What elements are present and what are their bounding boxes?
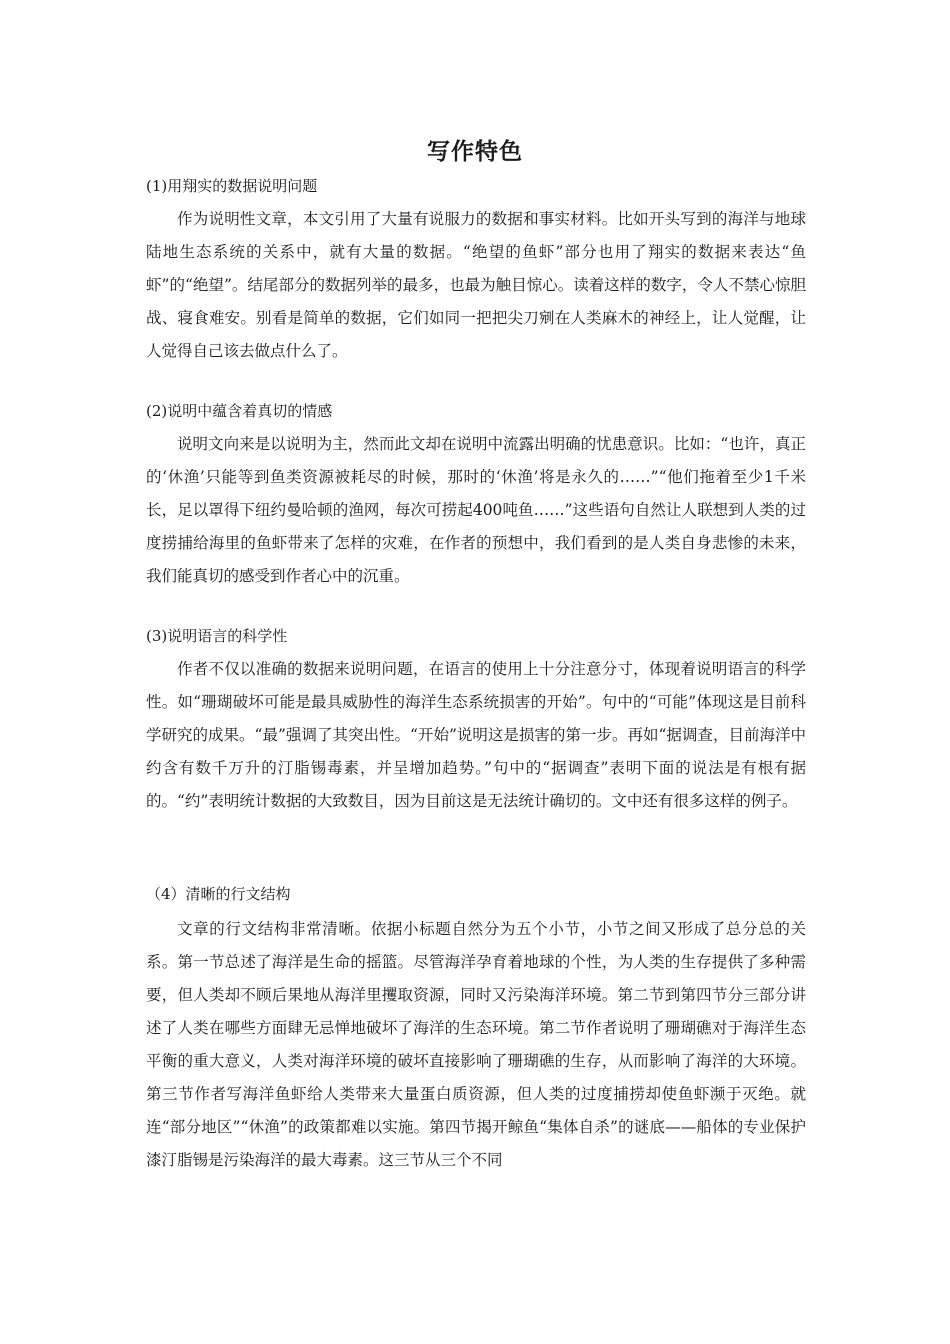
- section-heading-2: (2)说明中蕴含着真切的情感: [146, 402, 333, 420]
- section-paragraph-3: 作者不仅以准确的数据来说明问题，在语言的使用上十分注意分寸，体现着说明语言的科学性。如“珊瑚破坏可能是最具威胁性的海洋生态系统损害的开始”。句中的“可能”体现这是目前科学研究的成果。“最”强调了其突出性。“开始”说明这是损害的第一步。再如“据调查，目前海洋中约含有数千万升的汀脂锡毒素，并呈增加趋势。”句中的“据调查”表明下面的说法是有根有据的。“约”表明统计数据的大致数目，因为目前这是无法统计确切的。文中还有很多这样的例子。: [146, 660, 806, 810]
- section-paragraph-2: 说明文向来是以说明为主，然而此文却在说明中流露出明确的忧患意识。比如：“也许，真正的‘休渔’只能等到鱼类资源被耗尽的时候，那时的‘休渔’将是永久的……”“他们拖着至少1千米长，足以罩得下纽约曼哈顿的渔网，每次可捞起400吨鱼……”这些语句自然让人联想到人类的过度捞捕给海里的鱼虾带来了怎样的灾难，在作者的预想中，我们看到的是人类自身悲惨的未来，我们能真切的感受到作者心中的沉重。: [146, 435, 806, 585]
- section-paragraph-1: 作为说明性文章，本文引用了大量有说服力的数据和事实材料。比如开头写到的海洋与地球陆地生态系统的关系中，就有大量的数据。“绝望的鱼虾”部分也用了翔实的数据来表达“鱼虾”的“绝望”。结尾部分的数据列举的最多，也最为触目惊心。读着这样的数字，令人不禁心惊胆战、寝食难安。别看是简单的数据，它们如同一把把尖刀剜在人类麻木的神经上，让人觉醒，让人觉得自己该去做点什么了。: [146, 210, 806, 360]
- section-heading-3: (3)说明语言的科学性: [146, 627, 288, 645]
- page-title: 写作特色: [427, 139, 523, 165]
- section-paragraph-4: 文章的行文结构非常清晰。依据小标题自然分为五个小节，小节之间又形成了总分总的关系。第一节总述了海洋是生命的摇篮。尽管海洋孕育着地球的个性，为人类的生存提供了多种需要，但人类却不顾后果地从海洋里攫取资源，同时又污染海洋环境。第二节到第四节分三部分讲述了人类在哪些方面肆无忌惮地破坏了海洋的生态环境。第二节作者说明了珊瑚礁对于海洋生态平衡的重大意义，人类对海洋环境的破坏直接影响了珊瑚礁的生存，从而影响了海洋的大环境。第三节作者写海洋鱼虾给人类带来大量蛋白质资源，但人类的过度捕捞却使鱼虾濒于灭绝。就连“部分地区”“休渔”的政策都难以实施。第四节揭开鲸鱼“集体自杀”的谜底——船体的专业保护漆汀脂锡是污染海洋的最大毒素。这三节从三个不同: [146, 920, 806, 1169]
- section-heading-4: （4）清晰的行文结构: [146, 885, 291, 903]
- section-heading-1: (1)用翔实的数据说明问题: [146, 177, 318, 195]
